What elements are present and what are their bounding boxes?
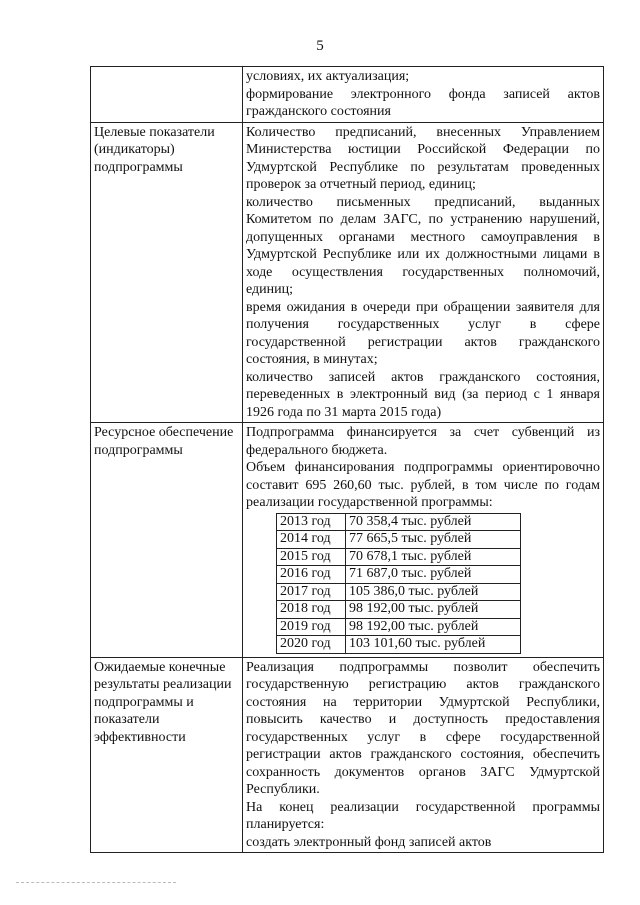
paragraph: Реализация подпрограммы позволит обеспечить государственную регистрацию актов гражданского состояния на территории Удмуртской Республики, повысить качество и доступность предоставления государственных услуг в сфере государственной регистрации актов гражданского состояния, обеспечить сохранность документов органов ЗАГС Удмуртской Республики. (246, 659, 600, 797)
funding-year: 2020 год (277, 636, 346, 654)
funding-table (276, 513, 521, 654)
row-content (243, 423, 604, 658)
scan-artifact-line (16, 882, 176, 883)
funding-row (277, 618, 521, 636)
paragraph: условиях, их актуализация; (246, 69, 410, 84)
passport-table (90, 66, 604, 853)
funding-amount: 70 358,4 тыс. рублей (346, 513, 521, 531)
paragraph: количество письменных предписаний, выданных Комитетом по делам ЗАГС, по устранению нарушений, допущенных органами местного самоуправления в Удмуртской Республике или их должностными лицами в ходе осуществления государственных полномочий, единиц; (246, 194, 600, 297)
page-number: 5 (316, 38, 324, 54)
funding-year: 2019 год (277, 618, 346, 636)
table-row (91, 423, 604, 658)
paragraph: количество записей актов гражданского состояния, переведенных в электронный вид (за период с 1 января 1926 года по 31 марта 2015 года) (246, 369, 600, 420)
funding-row (277, 531, 521, 549)
funding-amount: 105 386,0 тыс. рублей (346, 583, 521, 601)
funding-amount: 77 665,5 тыс. рублей (346, 531, 521, 549)
row-content (243, 122, 604, 423)
row-label (91, 67, 243, 123)
funding-row (277, 636, 521, 654)
paragraph: Подпрограмма финансируется за счет субвенций из федерального бюджета. (246, 425, 600, 458)
paragraph: формирование электронного фонда записей актов гражданского состояния (246, 86, 600, 119)
funding-row (277, 601, 521, 619)
row-content (243, 657, 604, 853)
row-label: Целевые показатели (индикаторы) подпрограммы (91, 122, 243, 423)
funding-year: 2015 год (277, 548, 346, 566)
funding-amount: 70 678,1 тыс. рублей (346, 548, 521, 566)
funding-row (277, 583, 521, 601)
funding-row (277, 566, 521, 584)
funding-year: 2013 год (277, 513, 346, 531)
funding-year: 2018 год (277, 601, 346, 619)
funding-row (277, 548, 521, 566)
paragraph: создать электронный фонд записей актов (246, 834, 492, 850)
funding-amount: 98 192,00 тыс. рублей (346, 618, 521, 636)
table-row (91, 657, 604, 853)
funding-year: 2017 год (277, 583, 346, 601)
row-content (243, 67, 604, 123)
row-label: Ресурсное обеспечение подпрограммы (91, 423, 243, 658)
funding-row (277, 513, 521, 531)
table-row (91, 67, 604, 123)
paragraph: Количество предписаний, внесенных Управлением Министерства юстиции Российской Федерации по Удмуртской Республике по результатам проведенных проверок за отчетный период, единиц; (246, 124, 600, 192)
paragraph: На конец реализации государственной программы планируется: (246, 799, 600, 832)
funding-amount: 98 192,00 тыс. рублей (346, 601, 521, 619)
paragraph: время ожидания в очереди при обращении заявителя для получения государственных услуг в сфере государственной регистрации актов гражданского состояния, в минутах; (246, 299, 600, 367)
paragraph: Объем финансирования подпрограммы ориентировочно составит 695 260,60 тыс. рублей, в том числе по годам реализации государственной программы: (246, 460, 600, 510)
row-label: Ожидаемые конечные результаты реализации подпрограммы и показатели эффективности (91, 657, 243, 853)
table-row (91, 122, 604, 423)
funding-year: 2016 год (277, 566, 346, 584)
funding-year: 2014 год (277, 531, 346, 549)
funding-amount: 103 101,60 тыс. рублей (346, 636, 521, 654)
funding-amount: 71 687,0 тыс. рублей (346, 566, 521, 584)
